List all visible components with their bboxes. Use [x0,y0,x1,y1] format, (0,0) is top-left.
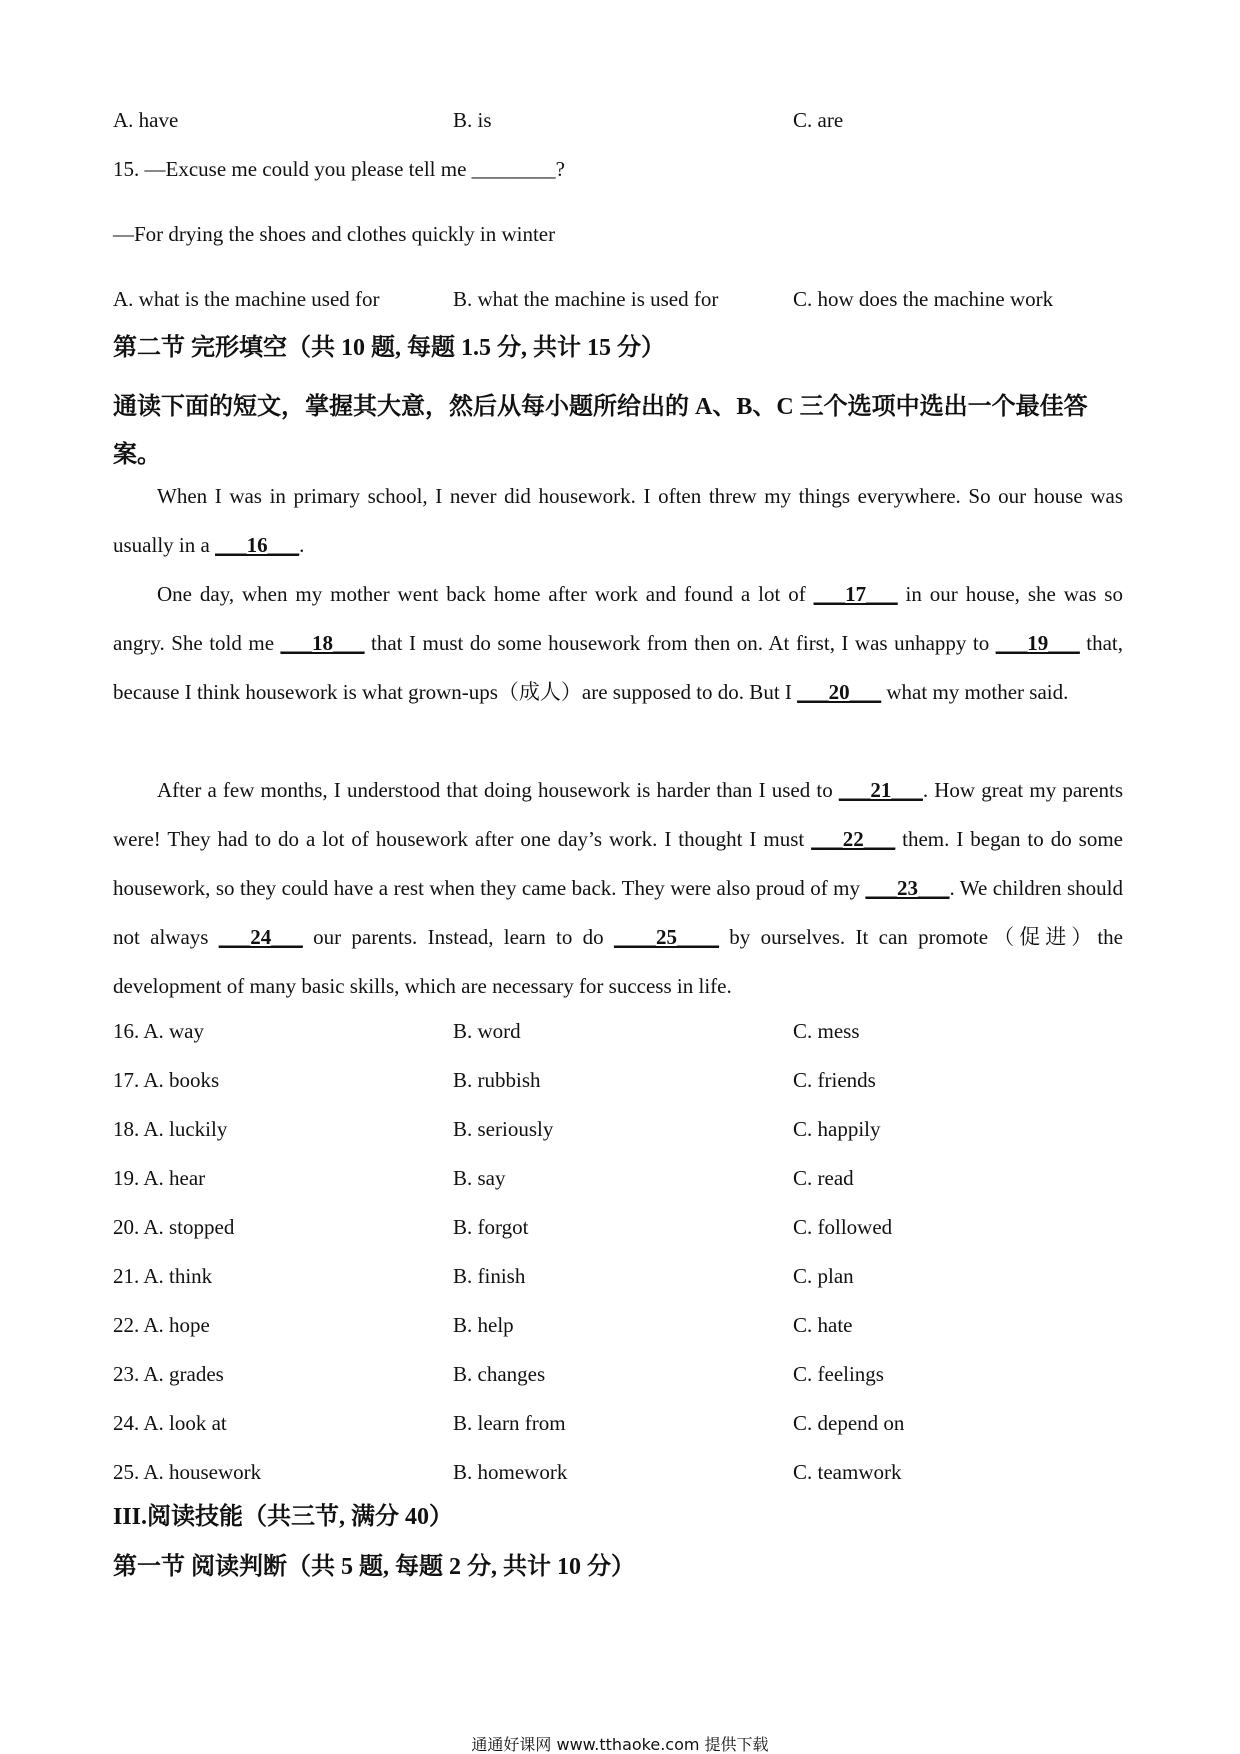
blank-18: ___18___ [280,631,365,655]
option-19-c: C. read [793,1166,854,1190]
q15-stem: 15. —Excuse me could you please tell me ________? [113,157,565,181]
option-16-c: C. mess [793,1019,860,1043]
passage-text: that I must do some housework from then on. At first, I was unhappy to [364,631,996,655]
section-title-reading: III.阅读技能（共三节, 满分 40） [113,1504,454,1530]
q15-option-b: B. what the machine is used for [453,287,719,311]
blank-19: ___19___ [995,631,1080,655]
option-16-a: 16. A. way [113,1019,204,1043]
option-23-a: 23. A. grades [113,1362,224,1386]
page-footer: 通通好课网 www.tthaoke.com 提供下载 [471,1735,769,1754]
option-22-a: 22. A. hope [113,1313,210,1337]
q14-option-c: C. are [793,108,844,132]
blank-22: ___22___ [811,827,896,851]
passage-text: After a few months, I understood that doing housework is harder than I used to [157,778,839,802]
option-19-a: 19. A. hear [113,1166,206,1190]
passage-paragraph-3 [113,766,1123,1011]
q14-option-b: B. is [453,108,492,132]
blank-21: ___21___ [838,778,923,802]
blank-20: ___20___ [797,680,882,704]
passage-text: in our house, she was so angry. She told me [113,582,1123,655]
option-20-c: C. followed [793,1215,893,1239]
option-24-b: B. learn from [453,1411,566,1435]
option-25-a: 25. A. housework [113,1460,262,1484]
passage-text: . [299,533,305,557]
q15-reply: —For drying the shoes and clothes quickly in winter [113,222,556,246]
option-18-b: B. seriously [453,1117,554,1141]
option-23-b: B. changes [453,1362,546,1386]
option-25-c: C. teamwork [793,1460,902,1484]
section-title-cloze: 第二节 完形填空（共 10 题, 每题 1.5 分, 共计 15 分） [113,335,665,361]
passage-text: When I was in primary school, I never did housework. I often threw my things everywhere. So our house was usually in a [113,484,1123,557]
passage-paragraph-2 [113,570,1123,717]
option-21-c: C. plan [793,1264,854,1288]
option-24-c: C. depend on [793,1411,905,1435]
passage-text: our parents. Instead, learn to do [302,925,614,949]
blank-24: ___24___ [218,925,303,949]
option-18-a: 18. A. luckily [113,1117,228,1141]
option-25-b: B. homework [453,1460,568,1484]
option-17-a: 17. A. books [113,1068,220,1092]
passage-text: that, because I think housework is what grown-ups（成人）are supposed to do. But I [113,631,1123,704]
option-20-a: 20. A. stopped [113,1215,235,1239]
option-17-c: C. friends [793,1068,876,1092]
option-17-b: B. rubbish [453,1068,541,1092]
passage-paragraph-1 [113,472,1123,570]
option-22-b: B. help [453,1313,514,1337]
passage-text: . How great my parents were! They had to do a lot of housework after one day’s work. I thought I must [113,778,1123,851]
option-21-b: B. finish [453,1264,526,1288]
blank-17: ___17___ [813,582,898,606]
blank-16: ___16___ [215,533,300,557]
option-18-c: C. happily [793,1117,881,1141]
passage-text: by ourselves. It can promote（促进）the development of many basic skills, which are necessary for success in life. [113,925,1123,998]
blank-25: ____25____ [614,925,719,949]
passage-text: what my mother said. [881,680,1069,704]
subsection-title-judgement: 第一节 阅读判断（共 5 题, 每题 2 分, 共计 10 分） [113,1554,635,1580]
option-23-c: C. feelings [793,1362,884,1386]
passage-text: One day, when my mother went back home after work and found a lot of [157,582,814,606]
option-20-b: B. forgot [453,1215,529,1239]
blank-23: ___23___ [865,876,950,900]
option-16-b: B. word [453,1019,521,1043]
q15-option-a: A. what is the machine used for [113,287,380,311]
option-24-a: 24. A. look at [113,1411,227,1435]
option-21-a: 21. A. think [113,1264,213,1288]
q14-option-a: A. have [113,108,179,132]
section-instruction: 通读下面的短文，掌握其大意，然后从每小题所给出的 A、B、C 三个选项中选出一个最佳答案。 [113,394,1088,468]
option-19-b: B. say [453,1166,506,1190]
passage-text: . We children should not always [113,876,1123,949]
q15-option-c: C. how does the machine work [793,287,1054,311]
option-22-c: C. hate [793,1313,853,1337]
passage-text: them. I began to do some housework, so they could have a rest when they came back. They were also proud of my [113,827,1123,900]
